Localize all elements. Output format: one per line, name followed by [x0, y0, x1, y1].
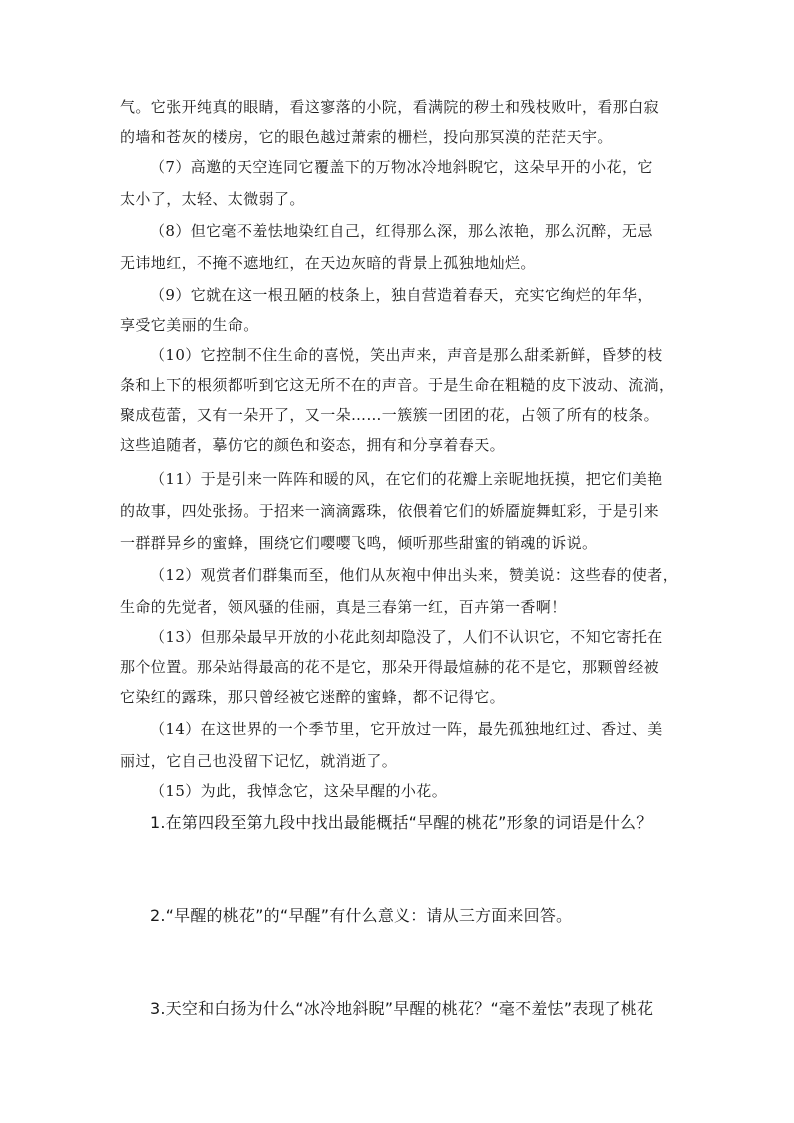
- passage-line: （13）但那朵最早开放的小花此刻却隐没了，人们不认识它，不知它寄托在: [150, 628, 663, 646]
- passage-line: 生命的先觉者，领风骚的佳丽，真是三春第一红，百卉第一香啊！: [120, 598, 567, 616]
- passage-line: （14）在这世界的一个季节里，它开放过一阵，最先孤独地红过、香过、美: [150, 720, 663, 738]
- passage-line: （12）观赏者们群集而至，他们从灰袍中伸出头来，赞美说：这些春的使者，: [150, 566, 679, 584]
- passage-line: （11）于是引来一阵阵和暖的风，在它们的花瓣上亲昵地抚摸，把它们美艳: [150, 470, 663, 488]
- passage-line: （15）为此，我悼念它，这朵早醒的小花。: [150, 782, 448, 800]
- passage-line: 的故事，四处张扬。于招来一滴滴露珠，依偎着它们的娇靥旋舞虹彩，于是引来: [120, 502, 660, 520]
- passage-line: 享受它美丽的生命。: [120, 316, 259, 334]
- passage-line: 它染红的露珠，那只曾经被它迷醉的蜜蜂，都不记得它。: [120, 688, 506, 706]
- passage-line: 那个位置。那朵站得最高的花不是它，那朵开得最煊赫的花不是它，那颗曾经被: [120, 658, 660, 676]
- passage-line: 这些追随者，摹仿它的颜色和姿态，拥有和分享着春天。: [120, 436, 506, 454]
- passage-line: （8）但它毫不羞怯地染红自己，红得那么深，那么浓艳，那么沉醉，无忌: [150, 222, 653, 240]
- passage-line: 聚成苞蕾，又有一朵开了，又一朵……一簇簇一团团的花，占领了所有的枝条。: [120, 406, 660, 424]
- question-2: 2.“早醒的桃花”的“早醒”有什么意义：请从三方面来回答。: [150, 906, 573, 925]
- passage-line: （10）它控制不住生命的喜悦，笑出声来，声音是那么甜柔新鲜，昏梦的枝: [150, 346, 663, 364]
- passage-line: （7）高邀的天空连同它覆盖下的万物冰冷地斜睨它，这朵早开的小花，它: [150, 158, 653, 176]
- passage-line: 一群群异乡的蜜蜂，围绕它们嘤嘤飞鸣，倾听那些甜蜜的销魂的诉说。: [120, 534, 598, 552]
- passage-line: 气。它张开纯真的眼睛，看这寥落的小院，看满院的秽土和残枝败叶，看那白寂: [120, 98, 660, 116]
- passage-line: （9）它就在这一根丑陋的枝条上，独自营造着春天，充实它绚烂的年华，: [150, 286, 653, 304]
- passage-line: 太小了，太轻、太微弱了。: [120, 190, 305, 208]
- passage-line: 无讳地红，不掩不遮地红，在天边灰暗的背景上孤独地灿烂。: [120, 254, 536, 272]
- passage-line: 条和上下的根须都听到它这无所不在的声音。于是生命在粗糙的皮下波动、流淌，: [120, 376, 675, 394]
- passage-line: 丽过，它自己也没留下记忆，就消逝了。: [120, 752, 398, 770]
- passage-line: 的墙和苍灰的楼房，它的眼色越过萧索的栅栏，投向那冥漠的茫茫天宇。: [120, 128, 613, 146]
- question-3: 3.天空和白扬为什么“冰冷地斜睨”早醒的桃花？“毫不羞怯”表现了桃花: [150, 999, 654, 1018]
- question-1: 1.在第四段至第九段中找出最能概括“早醒的桃花”形象的词语是什么？: [150, 813, 653, 832]
